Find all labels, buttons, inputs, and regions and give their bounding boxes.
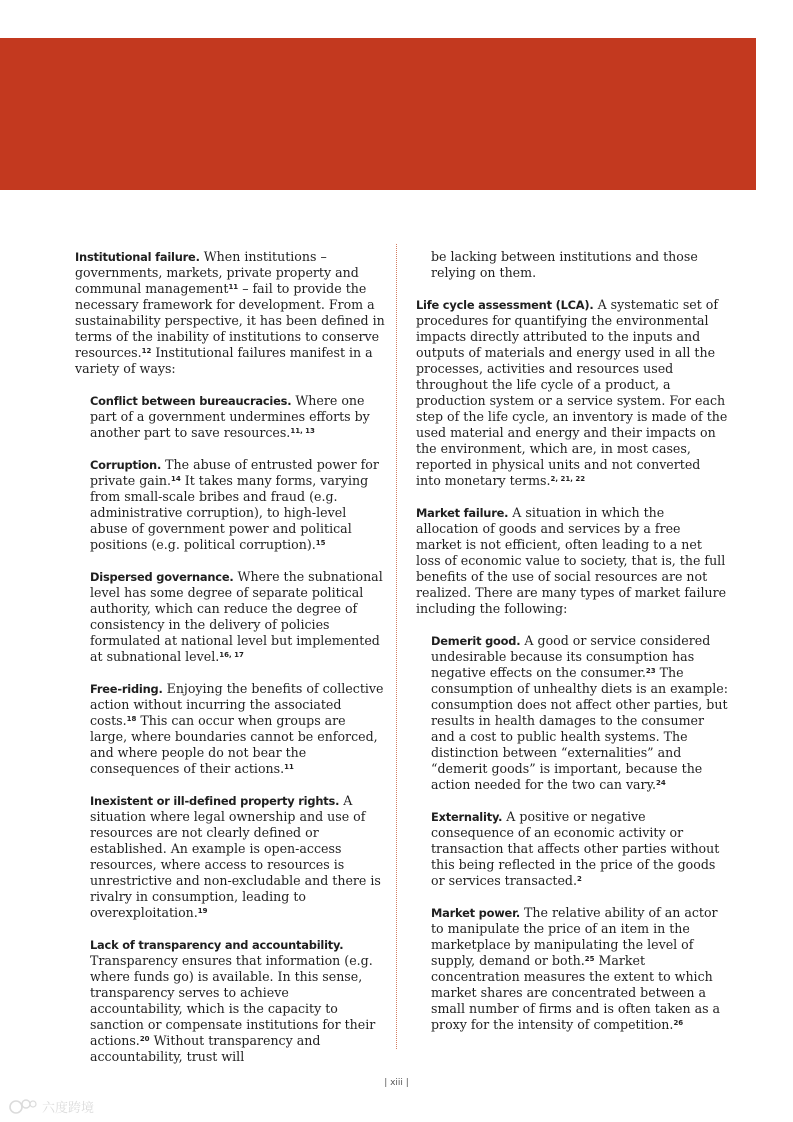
citation-ref: 11 (228, 283, 239, 291)
definition-text: Where one part of a government undermines efforts by another part to save resources. (90, 393, 370, 440)
citation-ref: 11, 13 (290, 427, 315, 435)
citation-ref: 15 (315, 539, 326, 547)
definition-text: Where the subnational level has some degree of separate political authority, which can reduce the degree of consistency in the delivery of policies formulated at national level but implemented at subnational level. (90, 569, 383, 664)
glossary-entry (416, 905, 728, 1033)
page-number: | xiii | (384, 1078, 409, 1088)
glossary-entry (75, 793, 385, 921)
citation-ref: 12 (141, 347, 152, 355)
header-banner (0, 38, 756, 190)
definition-text: The consumption of unhealthy diets is an example: consumption does not affect other parties, but results in health damages to the consumer and a cost to public health systems. The distinction between “externalities” and “demerit goods” is important, because the action needed for the two can vary. (431, 665, 728, 792)
definition-text: This can occur when groups are large, where boundaries cannot be enforced, and where people do not bear the consequences of their actions. (90, 713, 378, 776)
glossary-entry (416, 633, 728, 793)
definition-text: A systematic set of procedures for quantifying the environmental impacts directly attributed to the inputs and outputs of materials and energy used in all the processes, activities and resources used throughout the life cycle of a product, a production system or a service system. For each step of the life cycle, an inventory is made of the used material and energy and their impacts on the environment, which are, in most cases, reported in physical units and not converted into monetary terms. (416, 297, 728, 488)
glossary-entry (416, 249, 728, 281)
glossary-term: Institutional failure. (75, 250, 200, 264)
glossary-term: Market power. (431, 906, 520, 920)
definition-text: The relative ability of an actor to manipulate the price of an item in the marketplace by manipulating the level of supply, demand or both. (431, 905, 718, 968)
glossary-column-right (416, 249, 728, 1049)
glossary-entry (75, 457, 385, 553)
citation-ref: 23 (645, 667, 656, 675)
glossary-term: Demerit good. (431, 634, 521, 648)
glossary-term: Corruption. (90, 458, 162, 472)
citation-ref: 19 (197, 907, 208, 915)
citation-ref: 25 (584, 955, 595, 963)
citation-ref: 18 (126, 715, 137, 723)
citation-ref: 26 (673, 1019, 684, 1027)
glossary-term: Dispersed governance. (90, 570, 234, 584)
definition-text: A positive or negative consequence of an economic activity or transaction that affects other parties without this being reflected in the price of the goods or services transacted. (431, 809, 720, 888)
glossary-entry (75, 569, 385, 665)
citation-ref: 11 (284, 763, 294, 771)
glossary-entry (75, 249, 385, 377)
glossary-term: Market failure. (416, 506, 509, 520)
definition-text: Market concentration measures the extent to which market shares are concentrated between a small number of firms and is often taken as a proxy for the intensity of competition. (431, 953, 721, 1032)
citation-ref: 16, 17 (219, 651, 244, 659)
definition-text: When institutions – governments, markets, private property and communal management (75, 249, 359, 296)
glossary-term: Conflict between bureaucracies. (90, 394, 292, 408)
definition-text: be lacking between institutions and those relying on them. (431, 249, 698, 280)
citation-ref: 20 (139, 1035, 150, 1043)
watermark-logo-icon (8, 1096, 112, 1118)
glossary-entry (75, 681, 385, 777)
glossary-term: Lack of transparency and accountability. (90, 938, 344, 952)
glossary-column-left (75, 249, 385, 1081)
citation-ref: 24 (656, 779, 666, 787)
definition-text: It takes many forms, varying from small-scale bribes and fraud (e.g. administrative corruption), to high-level abuse of government power and political positions (e.g. political corruption). (90, 473, 369, 552)
glossary-term: Inexistent or ill-defined property rights. (90, 794, 340, 808)
glossary-entry (75, 393, 385, 441)
definition-text: Without transparency and accountability, trust will (90, 1033, 321, 1064)
definition-text: A situation where legal ownership and use of resources are not clearly defined or established. An example is open-access resources, where access to resources is unrestrictive and non-excludable and there is rivalry in consumption, leading to overexploitation. (90, 793, 381, 920)
glossary-entry (416, 809, 728, 889)
definition-text: Transparency ensures that information (e.g. where funds go) is available. In this sense, transparency serves to achieve accountability, which is the capacity to sanction or compensate institutions for their actions. (90, 953, 376, 1048)
glossary-entry (75, 937, 385, 1065)
glossary-entry (416, 505, 728, 617)
definition-text: A good or service considered undesirable because its consumption has negative effects on the consumer. (431, 633, 711, 680)
citation-ref: 14 (170, 475, 181, 483)
definition-text: A situation in which the allocation of goods and services by a free market is not efficient, often leading to a net loss of economic value to society, that is, the full benefits of the use of social resources are not realized. There are many types of market failure including the following: (416, 505, 727, 616)
definition-text: Institutional failures manifest in a variety of ways: (75, 345, 373, 376)
glossary-entry (416, 297, 728, 489)
glossary-term: Free-riding. (90, 682, 163, 696)
definition-text: – fail to provide the necessary framework for development. From a sustainability perspective, it has been defined in terms of the inability of institutions to conserve resources. (75, 281, 385, 360)
glossary-term: Externality. (431, 810, 503, 824)
definition-text: Enjoying the benefits of collective action without incurring the associated costs. (90, 681, 384, 728)
citation-ref: 2 (576, 875, 582, 883)
definition-text: The abuse of entrusted power for private gain. (90, 457, 379, 488)
column-divider (396, 244, 397, 1049)
watermark-text: 六度跨境 (42, 1101, 95, 1116)
citation-ref: 2, 21, 22 (550, 475, 586, 483)
glossary-term: Life cycle assessment (LCA). (416, 298, 594, 312)
